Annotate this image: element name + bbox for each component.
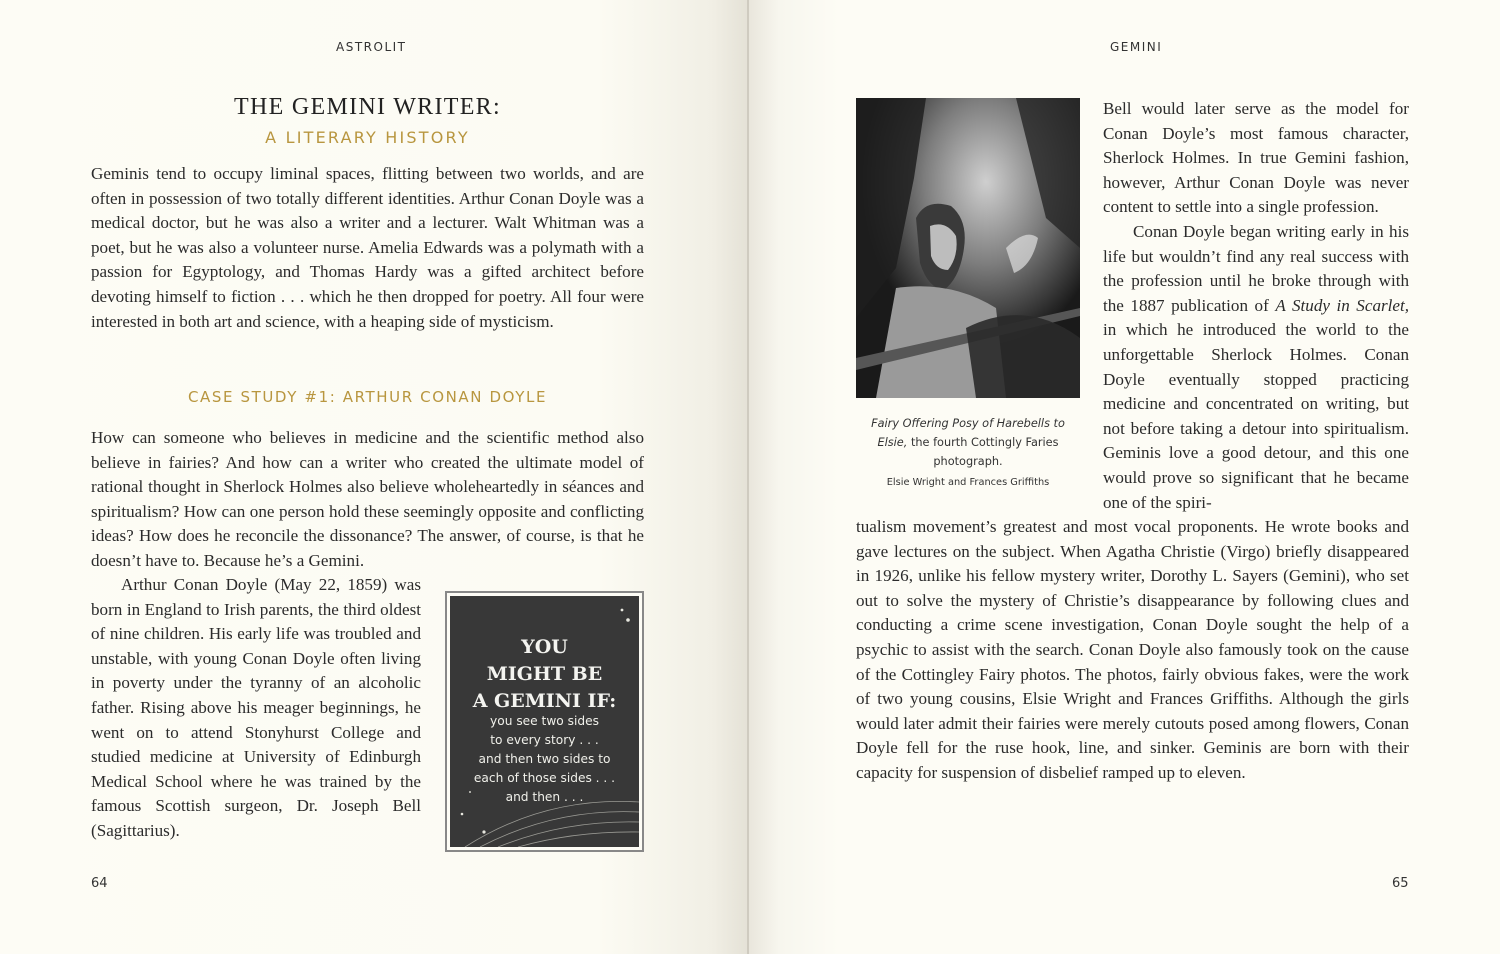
callout-heading: YOU MIGHT BE A GEMINI IF: — [472, 636, 617, 712]
bell-paragraph: Bell would later serve as the model for Conan Doyle’s most famous character, Sherlock Holmes. In true Gemini fashion, however, Arthur Conan Doyle was never content to settle into a single profession. — [1103, 99, 1409, 217]
photo-illustration — [856, 98, 1080, 398]
gemini-callout-box — [445, 591, 644, 852]
case-study-paragraph: How can someone who believes in medicine and the scientific method also believe in fairies? And how can a writer who created the ultimate model of rational thought in Sherlock Holmes also believe wholeheartedly in séances and spiritualism? How can one person hold these seemingly opposite and conflicting ideas? How does he reconcile the dissonance? The answer, of course, is that he doesn’t have to. Because he’s a Gemini. — [91, 428, 644, 570]
case-study-heading: CASE STUDY #1: ARTHUR CONAN DOYLE — [187, 388, 548, 406]
spiritualism-paragraph: tualism movement’s greatest and most vocal proponents. He wrote books and gave lectures on the subject. When Agatha Christie (Virgo) briefly disappeared in 1926, unlike his fellow mystery writer, Dorothy L. Sayers (Gemini), who set out to solve the mystery of Christie’s disappearance by following clues and conducting a crime scene investigation, Conan Doyle sought the help of a psychic to assist with the search. Conan Doyle also famously took on the cause of the Cottingley Fairy photos. The photos, fairly obvious fakes, were the work of two young cousins, Elsie Wright and Frances Griffiths. Although the girls would later admit their fairies were merely cutouts posed among flowers, Conan Doyle fell for the ruse hook, line, and sinker. Geminis are born with their capacity for suspension of disbelief ramped up to eleven. — [856, 517, 1409, 782]
writing-career-text-2: in which he introduced the world to the unforgettable Sherlock Holmes. Conan Doyle eventually stopped practicing medicine and concentrated on writing, but not before taking a detour into spiritualism. Geminis love a good detour, and this one would prove so significant that he became one of the spiri- — [1103, 320, 1409, 512]
chapter-subtitle: A LITERARY HISTORY — [265, 128, 470, 147]
callout-body: you see two sides to every story . . . and then two sides to each of those sides . . . and then . . . — [473, 714, 616, 804]
biography-paragraph: Arthur Conan Doyle (May 22, 1859) was born in England to Irish parents, the third oldest of nine children. His early life was troubled and unstable, with young Conan Doyle often living in poverty under the tyranny of an alcoholic father. Rising above his meager beginnings, he went on to attend Stonyhurst College and studied medicine at University of Edinburgh Medical School where he was trained by the famous Scottish surgeon, Dr. Joseph Bell (Sagittarius). — [91, 575, 421, 840]
photo-caption-title: Fairy Offering Posy of Harebells to Elsie, — [871, 417, 1065, 449]
page-number-right: 65 — [1392, 876, 1409, 891]
left-page — [0, 0, 749, 954]
book-title: A Study in Scarlet, — [1275, 295, 1409, 315]
fairy-photograph — [856, 98, 1080, 398]
writing-career-text-1: Conan Doyle began writing early in his life but wouldn’t find any real success with the profession until he broke through with the 1887 publication of — [1103, 222, 1409, 315]
running-head-right: GEMINI — [1110, 40, 1163, 54]
chapter-title: THE GEMINI WRITER: — [234, 94, 501, 120]
running-head-left: ASTROLIT — [336, 40, 407, 54]
photo-credit: Elsie Wright and Frances Griffiths — [886, 477, 1050, 488]
photo-caption-text: the fourth Cottingly Faries photograph. — [910, 436, 1059, 468]
page-number-left: 64 — [91, 876, 108, 891]
writing-career-paragraph — [1103, 220, 1409, 515]
intro-paragraph: Geminis tend to occupy liminal spaces, flitting between two worlds, and are often in possession of two totally different identities. Arthur Conan Doyle was a medical doctor, but he was also a writer and a lecturer. Walt Whitman was a poet, but he was also a volunteer nurse. Amelia Edwards was a polymath with a passion for Egyptology, and Thomas Hardy was a gifted architect before devoting himself to fiction . . . which he then dropped for poetry. All four were interested in both art and science, with a heaping side of mysticism. — [91, 164, 644, 331]
callout-panel — [450, 596, 639, 847]
photo-caption — [856, 414, 1080, 471]
